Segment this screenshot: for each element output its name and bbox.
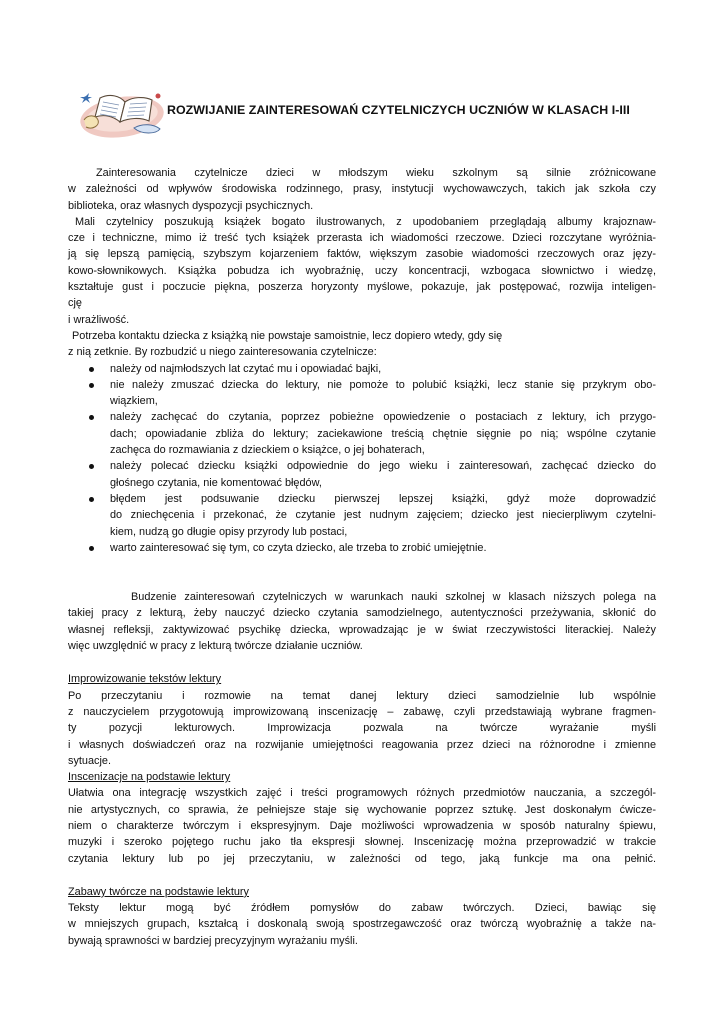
paragraph-line: w mniejszych grupach, kształcą i doskonalą swoją spostrzegawczość oraz twórczą wyobraźnię a także na- [68, 918, 656, 931]
open-book-scroll-icon [76, 84, 166, 140]
paragraph-line: kształtuje gust i poczucie piękna, poszerza horyzonty myślowe, pokazuje, jak postępować, rozwija inteligen- [68, 281, 656, 294]
paragraph-line: czytania lektury lub po jej przeczytaniu, w zależności od tego, jaką funkcje ma ona pełnić. [68, 852, 656, 865]
list-item [68, 377, 656, 410]
paragraph-line: cze i techniczne, mimo iż treść tych książek przerasta ich wiadomości rzeczowe. Dzieci rozczytane wyróżnia- [68, 232, 656, 245]
paragraph-line: i własnych doświadczeń oraz na rozwijanie umiejętności reagowania przez dzieci na różnorodne i zmienne [68, 738, 656, 751]
paragraph-line: ją się lepszą pamięcią, szybszym kojarzeniem faktów, większym zasobie wiadomości rzeczowych oraz języ- [68, 248, 656, 261]
page-title: ROZWIJANIE ZAINTERESOWAŃ CZYTELNICZYCH UCZNIÓW W KLASACH I-III [167, 103, 630, 117]
paragraph-line: własnej refleksji, zaktywizować psychikę dziecka, wprowadzając je w świat rzeczywistości literackiej. Należy [68, 623, 656, 636]
bullet-icon [89, 497, 94, 502]
list-item-text: głośnego czytania, nie komentować błędów, [110, 476, 322, 489]
paragraph-line: więc uwzględnić w pracy z lekturą twórcze działanie uczniów. [68, 640, 363, 653]
list-item-text: wiązkiem, [110, 395, 158, 408]
paragraph-line: ty pozycji lekturowych. Improwizacja pozwala na twórcze wyrażanie myśli [68, 722, 656, 735]
spacer [68, 654, 656, 671]
paragraph-line: niem o charakterze twórczym i ekspresyjnym. Daje możliwości wprowadzenia w sposób naturalny śpiewu, [68, 819, 656, 832]
list-item-text: dach; opowiadanie zbliża do lektury; zaciekawione treścią chętnie sięgnie po nią; wspólne czytanie [110, 427, 656, 440]
list-item [68, 409, 656, 458]
paragraph-line: muzyki i szeroko pojętego ruchu jako tła ekspresji słownej. Inscenizację można przeprowadzić w trakcie [68, 836, 656, 849]
bullet-icon [89, 367, 94, 372]
paragraph-line: w zależności od wpływów środowiska rodzinnego, prasy, instytucji wychowawczych, takich jak szkoła czy [68, 183, 656, 196]
paragraph-line: biblioteka, oraz własnych dyspozycji psychicznych. [68, 199, 314, 212]
list-item [68, 458, 656, 491]
paragraph-line: Zainteresowania czytelnicze dzieci w młodszym wieku szkolnym są silnie zróżnicowane [96, 167, 656, 179]
paragraph-line: i wrażliwość. [68, 313, 130, 326]
bullet-icon [89, 546, 94, 551]
paragraph-line: Teksty lektur mogą być źródłem pomysłów do zabaw twórczych. Dzieci, bawiąc się [68, 902, 656, 915]
list-item-text: należy zachęcać do czytania, poprzez pobieżne opowiedzenie o postaciach z lektury, ich przygo- [110, 411, 656, 424]
paragraph-line: Ułatwia ona integrację wszystkich zajęć i treści programowych różnych przedmiotów nauczania, a szczegól- [68, 787, 656, 800]
list-item [68, 361, 656, 377]
list-item-text: do zniechęcenia i przekonać, że czytanie jest nudnym zajęciem; dziecko jest niecierpliwym czytelni- [110, 509, 656, 522]
paragraph-line: sytuacje. [68, 754, 111, 767]
document-body [68, 165, 656, 949]
paragraph-line: takiej pracy z lekturą, żeby nauczyć dziecko czytania samodzielnego, autentyczności przeżywania, skłonić do [68, 607, 656, 620]
section-heading: Improwizowanie tekstów lektury [68, 673, 222, 686]
spacer [68, 867, 656, 884]
paragraph-line: cję [68, 297, 82, 310]
title-row [70, 84, 680, 140]
list-item-text: warto zainteresować się tym, co czyta dziecko, ale trzeba to zrobić umiejętnie. [110, 541, 487, 554]
section-heading: Inscenizacje na podstawie lektury [68, 771, 231, 784]
paragraph-line: Mali czytelnicy poszukują książek bogato ilustrowanych, z upodobaniem przeglądają albumy krajoznaw- [75, 215, 656, 228]
list-item-text: zachęca do rozmawiania z dzieckiem o książce, o jej bohaterach, [110, 444, 425, 457]
paragraph-line: Budzenie zainteresowań czytelniczych w warunkach nauki szkolnej w klasach niższych polega na [131, 591, 656, 604]
paragraph-line: Potrzeba kontaktu dziecka z książką nie powstaje samoistnie, lecz dopiero wtedy, gdy się [72, 329, 503, 342]
paragraph-line: bywają sprawności w bardziej precyzyjnym wyrażaniu myśli. [68, 934, 358, 947]
bullet-icon [89, 464, 94, 469]
paragraph-line: Po przeczytaniu i rozmowie na temat danej lektury dzieci samodzielnie lub wspólnie [68, 689, 656, 702]
bullet-icon [89, 383, 94, 388]
list-item-text: kiem, nudzą go długie opisy przyrody lub postaci, [110, 525, 348, 538]
list-item [68, 540, 656, 556]
paragraph-line: nie artystycznych, co sprawia, że pełniejsze staje się wychowanie poprzez sztukę. Jest doskonałym ćwicze- [68, 803, 656, 816]
list-item-text: należy polecać dziecku książki odpowiednie do jego wieku i zainteresowań, zachęcać dziecko do [110, 460, 656, 473]
paragraph-line: z nią zetknie. By rozbudzić u niego zainteresowania czytelnicze: [68, 346, 377, 359]
spacer [68, 556, 656, 589]
list-item-text: należy od najmłodszych lat czytać mu i opowiadać bajki, [110, 362, 382, 375]
list-item [68, 491, 656, 540]
bullet-list [68, 361, 656, 557]
paragraph-line: z nauczycielem przygotowują improwizowaną inscenizację – zabawę, czyli przedstawiają wybrane fragmen- [68, 705, 656, 718]
list-item-text: błędem jest podsuwanie dziecku pierwszej lepszej książki, gdyż może doprowadzić [110, 492, 656, 505]
bullet-icon [89, 415, 94, 420]
section-heading: Zabawy twórcze na podstawie lektury [68, 885, 249, 898]
list-item-text: nie należy zmuszać dziecka do lektury, nie pomoże to polubić książki, lecz stanie się przykrym obo- [110, 378, 656, 391]
paragraph-line: kowo-słownikowych. Książka pobudza ich wyobraźnię, uczy koncentracji, wzbogaca słownictwo i wiedzę, [68, 264, 656, 277]
